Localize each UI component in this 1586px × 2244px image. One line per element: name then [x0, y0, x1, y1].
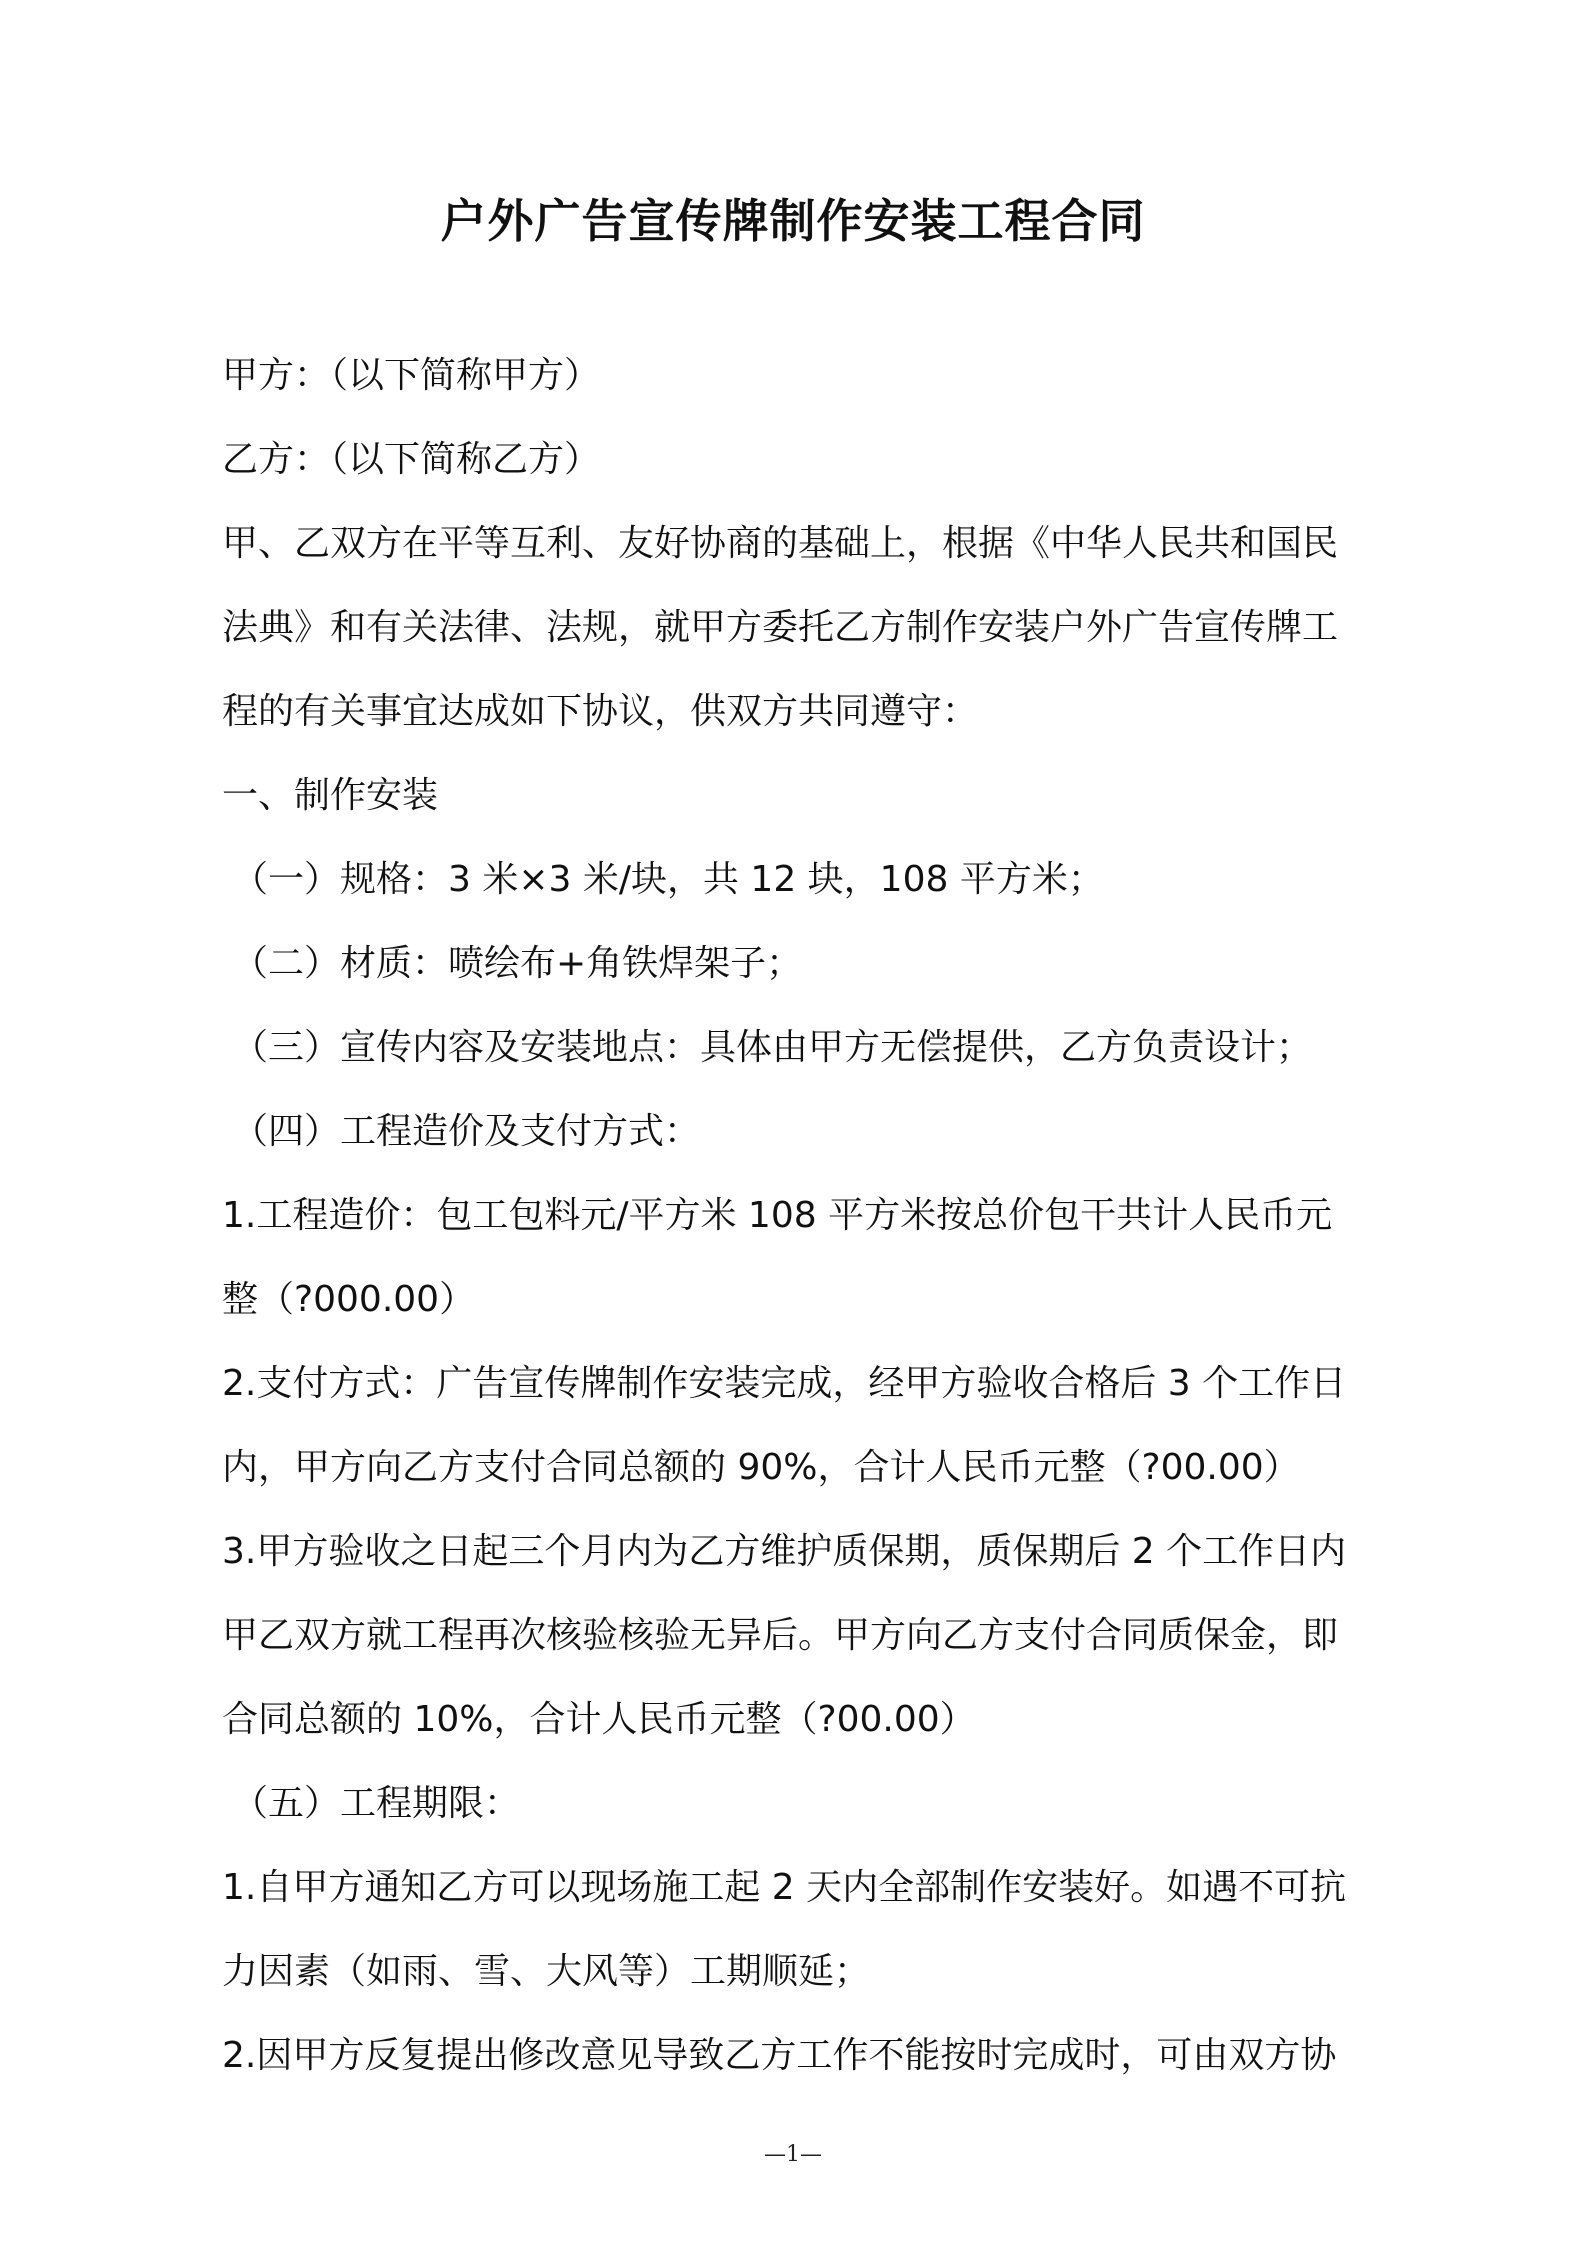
- clause-cost-payment: （四）工程造价及支付方式：: [232, 1111, 701, 1152]
- clause-material: （二）材质：喷绘布+角铁焊架子；: [232, 943, 803, 984]
- cost-line-2: 整（?000.00）: [222, 1279, 476, 1320]
- warranty-line-2: 甲乙双方就工程再次核验核验无异后。甲方向乙方支付合同质保金，即: [222, 1615, 1339, 1656]
- section-heading-1: 一、制作安装: [222, 775, 439, 816]
- document-body: [222, 334, 1382, 2098]
- document-title: 户外广告宣传牌制作安装工程合同: [440, 194, 1146, 248]
- warranty-line-3: 合同总额的 10%，合计人民币元整（?00.00）: [222, 1699, 976, 1740]
- clause-spec: （一）规格：3 米×3 米/块，共 12 块，108 平方米；: [232, 859, 1104, 900]
- schedule-line-1: 1.自甲方通知乙方可以现场施工起 2 天内全部制作安装好。如遇不可抗: [222, 1867, 1347, 1908]
- preamble-line-1: 甲、乙双方在平等互利、友好协商的基础上，根据《中华人民共和国民: [222, 523, 1339, 564]
- payment-line-2: 内，甲方向乙方支付合同总额的 90%，合计人民币元整（?00.00）: [222, 1447, 1300, 1488]
- warranty-line-1: 3.甲方验收之日起三个月内为乙方维护质保期，质保期后 2 个工作日内: [222, 1531, 1347, 1572]
- clause-content-location: （三）宣传内容及安装地点：具体由甲方无偿提供，乙方负责设计；: [232, 1027, 1313, 1068]
- page-number: —1—: [764, 2142, 822, 2167]
- schedule-line-2: 力因素（如雨、雪、大风等）工期顺延；: [222, 1951, 871, 1992]
- preamble-line-2: 法典》和有关法律、法规，就甲方委托乙方制作安装户外广告宣传牌工: [222, 607, 1339, 648]
- party-b-line: 乙方：（以下简称乙方）: [222, 439, 601, 480]
- party-a-line: 甲方：（以下简称甲方）: [222, 355, 601, 396]
- preamble-line-3: 程的有关事宜达成如下协议，供双方共同遵守：: [222, 691, 979, 732]
- payment-line-1: 2.支付方式：广告宣传牌制作安装完成，经甲方验收合格后 3 个工作日: [222, 1363, 1347, 1404]
- schedule-line-3: 2.因甲方反复提出修改意见导致乙方工作不能按时完成时，可由双方协: [222, 2035, 1337, 2076]
- cost-line-1: 1.工程造价：包工包料元/平方米 108 平方米按总价包干共计人民币元: [222, 1195, 1333, 1236]
- clause-schedule: （五）工程期限：: [232, 1783, 521, 1824]
